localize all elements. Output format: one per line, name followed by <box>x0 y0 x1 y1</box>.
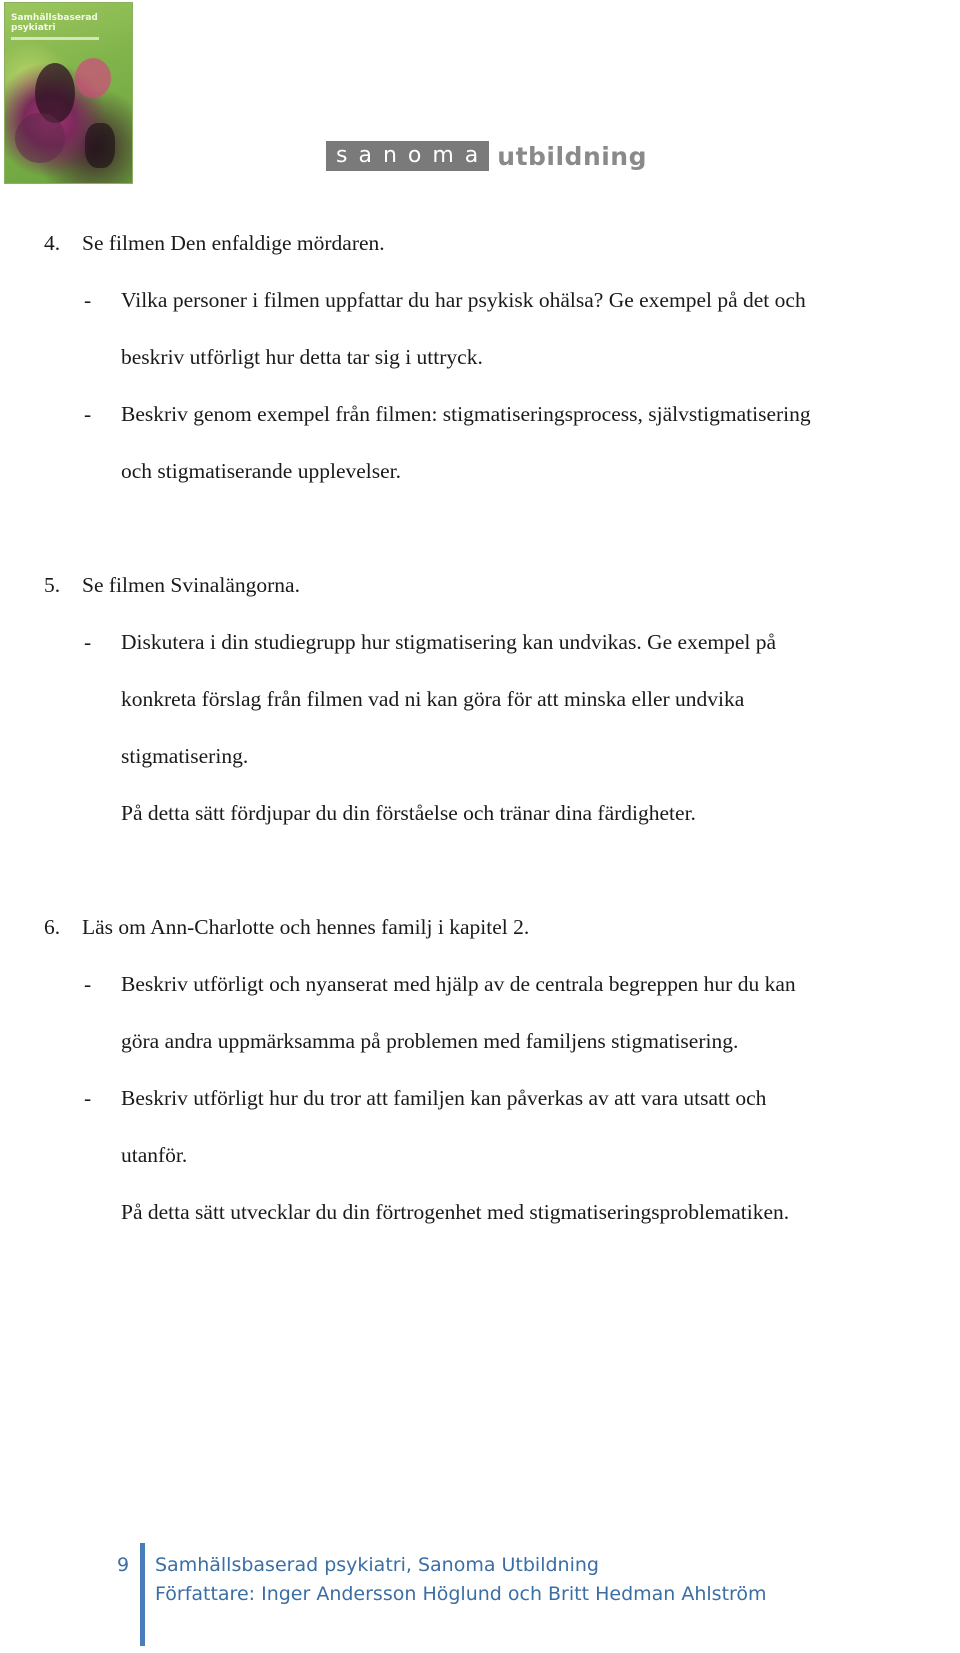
bullet-line: Beskriv utförligt och nyanserat med hjälp av de centrala begreppen hur du kan <box>121 972 796 996</box>
page-footer <box>0 1540 960 1650</box>
section-note: På detta sätt fördjupar du din förståelse och tränar dina färdigheter. <box>121 801 696 825</box>
publisher-logo <box>326 140 647 172</box>
bullet-dash: - <box>84 288 92 312</box>
section-title: Se filmen Svinalängorna. <box>82 573 300 597</box>
bullet-line: konkreta förslag från filmen vad ni kan göra för att minska eller undvika <box>121 687 745 711</box>
bullet-dash: - <box>84 972 92 996</box>
cover-art-shape <box>75 58 111 98</box>
bullet-line: Beskriv utförligt hur du tror att familjen kan påverkas av att vara utsatt och <box>121 1086 767 1110</box>
bullet-line: beskriv utförligt hur detta tar sig i uttryck. <box>121 345 483 369</box>
section-number: 4. <box>44 231 61 255</box>
footer-book-title: Samhällsbaserad psykiatri, Sanoma Utbildning <box>155 1554 599 1576</box>
bullet-line: utanför. <box>121 1143 188 1167</box>
logo-word: utbildning <box>497 141 648 171</box>
section-number: 6. <box>44 915 61 939</box>
footer-divider <box>140 1543 145 1646</box>
section-number: 5. <box>44 573 61 597</box>
book-cover-image <box>4 2 133 184</box>
bullet-dash: - <box>84 1086 92 1110</box>
bullet-line: och stigmatiserande upplevelser. <box>121 459 402 483</box>
bullet-line: Beskriv genom exempel från filmen: stigmatiseringsprocess, självstigmatisering <box>121 402 811 426</box>
logo-box-text: sanoma <box>326 141 489 171</box>
section-title: Läs om Ann-Charlotte och hennes familj i kapitel 2. <box>82 915 530 939</box>
page-number: 9 <box>117 1554 130 1576</box>
bullet-line: göra andra uppmärksamma på problemen med familjens stigmatisering. <box>121 1029 739 1053</box>
cover-art-shape <box>85 123 115 168</box>
cover-title: Samhällsbaserad psykiatri <box>11 13 98 33</box>
section-title: Se filmen Den enfaldige mördaren. <box>82 231 385 255</box>
bullet-line: stigmatisering. <box>121 744 249 768</box>
bullet-line: Diskutera i din studiegrupp hur stigmatisering kan undvikas. Ge exempel på <box>121 630 777 654</box>
footer-authors: Författare: Inger Andersson Höglund och Britt Hedman Ahlström <box>155 1583 767 1605</box>
cover-subtitle-line <box>11 37 99 40</box>
bullet-dash: - <box>84 402 92 426</box>
section-note: På detta sätt utvecklar du din förtrogenhet med stigmatiseringsproblematiken. <box>121 1200 790 1224</box>
bullet-line: Vilka personer i filmen uppfattar du har psykisk ohälsa? Ge exempel på det och <box>121 288 806 312</box>
cover-art-shape <box>15 113 65 163</box>
bullet-dash: - <box>84 630 92 654</box>
